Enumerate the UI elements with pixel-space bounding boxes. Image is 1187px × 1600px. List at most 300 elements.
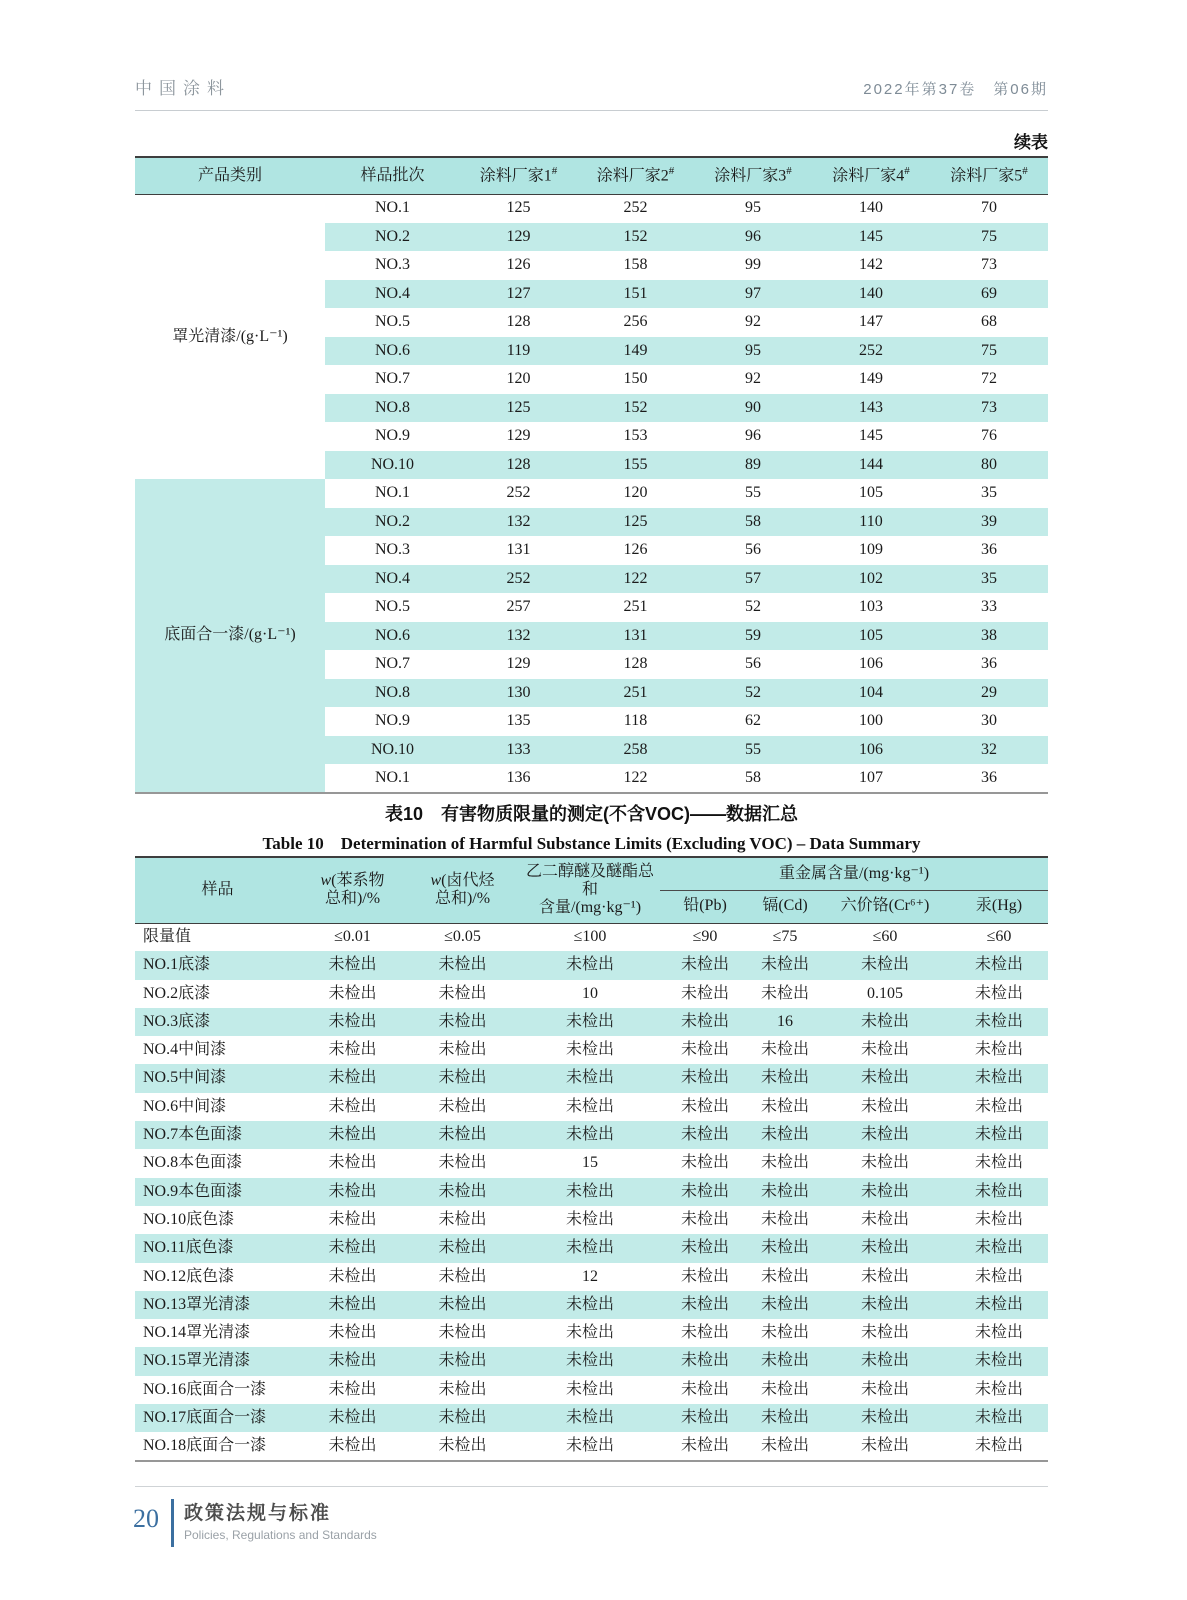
th-halogenated-total — [405, 857, 520, 923]
measurement-cell: 131 — [506, 541, 531, 559]
measurement-cell: 128 — [506, 455, 531, 473]
sample-batch-cell: NO.2 — [374, 227, 411, 245]
result-cell: 未检出 — [974, 956, 1023, 974]
result-cell: 未检出 — [438, 1295, 487, 1313]
result-cell: 未检出 — [328, 1380, 377, 1398]
result-cell: 未检出 — [974, 1239, 1023, 1257]
result-cell: 未检出 — [860, 1097, 909, 1115]
result-cell: 未检出 — [328, 1295, 377, 1313]
result-cell: 未检出 — [860, 1154, 909, 1172]
sample-batch-cell: NO.8 — [374, 683, 411, 701]
sample-label-cell: NO.14罩光清漆 — [143, 1324, 251, 1342]
table2-body — [135, 923, 1048, 1461]
th-heavy-metals-group — [660, 857, 1048, 890]
result-cell: 未检出 — [974, 1267, 1023, 1285]
measurement-cell: 58 — [745, 768, 761, 786]
table2-row — [135, 1404, 1048, 1432]
measurement-cell: 149 — [859, 370, 883, 388]
result-cell: 未检出 — [565, 1210, 614, 1228]
result-cell: 未检出 — [974, 1182, 1023, 1200]
result-cell: 未检出 — [860, 1409, 909, 1426]
measurement-cell: 128 — [506, 313, 531, 331]
footer-rule — [135, 1486, 1048, 1487]
measurement-cell: 126 — [623, 541, 648, 559]
th-halogen-line2: 总和)/% — [434, 890, 491, 908]
voc-continued-table — [135, 156, 1048, 794]
result-cell: ≤90 — [692, 928, 718, 946]
table2-row — [135, 1149, 1048, 1177]
table2-row — [135, 1263, 1048, 1291]
table2-row — [135, 1093, 1048, 1121]
table2-row — [135, 1178, 1048, 1206]
result-cell: 未检出 — [760, 1041, 809, 1059]
result-cell: 未检出 — [680, 1041, 729, 1059]
result-cell: 未检出 — [438, 956, 487, 974]
result-cell: 未检出 — [565, 1097, 614, 1115]
sample-batch-cell: NO.5 — [374, 313, 411, 331]
journal-name: 中国涂料 — [135, 79, 231, 98]
th-lead: 铅(Pb) — [683, 897, 727, 915]
table2-row — [135, 951, 1048, 979]
measurement-cell: 140 — [859, 284, 883, 302]
th-manufacturer-3-label: 涂料厂家3 — [714, 167, 787, 185]
table2-row — [135, 1008, 1048, 1036]
measurement-cell: 32 — [981, 740, 997, 758]
sample-batch-cell: NO.6 — [374, 341, 411, 359]
measurement-cell: 57 — [745, 569, 761, 587]
result-cell: 未检出 — [860, 1267, 909, 1285]
th-manufacturer-5-label: 涂料厂家5 — [950, 167, 1023, 185]
page-header — [135, 74, 1048, 99]
result-cell: 未检出 — [438, 1210, 487, 1228]
halogen-w-symbol: w — [430, 871, 442, 889]
result-cell: 未检出 — [438, 1267, 487, 1285]
measurement-cell: 97 — [745, 284, 761, 302]
result-cell: 未检出 — [860, 1210, 909, 1228]
sample-batch-cell: NO.2 — [374, 512, 411, 530]
sample-label-cell: NO.11底色漆 — [143, 1239, 234, 1257]
measurement-cell: 90 — [745, 398, 761, 416]
measurement-cell: 129 — [506, 655, 531, 673]
result-cell: ≤0.05 — [444, 928, 481, 946]
sample-label-cell: NO.7本色面漆 — [143, 1126, 243, 1144]
sample-label-cell: NO.17底面合一漆 — [143, 1409, 267, 1426]
measurement-cell: 125 — [506, 398, 531, 416]
result-cell: 未检出 — [438, 1436, 487, 1454]
benzene-line1-text: (苯系物 — [331, 871, 385, 889]
benzene-w-symbol: w — [320, 871, 332, 889]
product-category-cell: 罩光清漆/(g·L⁻¹) — [135, 194, 325, 479]
th-manufacturer-5-sup: # — [1022, 165, 1028, 178]
result-cell: 未检出 — [680, 1380, 729, 1398]
measurement-cell: 55 — [745, 484, 761, 502]
table2-row — [135, 1234, 1048, 1262]
result-cell: ≤60 — [986, 928, 1012, 946]
result-cell: 未检出 — [328, 956, 377, 974]
th-mercury: 汞(Hg) — [975, 897, 1023, 915]
measurement-cell: 59 — [745, 626, 761, 644]
measurement-cell: 70 — [981, 199, 997, 217]
result-cell: 未检出 — [328, 984, 377, 1002]
measurement-cell: 107 — [859, 768, 883, 786]
sample-label-cell: NO.1底漆 — [143, 956, 211, 974]
result-cell: 未检出 — [860, 1324, 909, 1342]
measurement-cell: 36 — [981, 541, 997, 559]
measurement-cell: 132 — [506, 626, 531, 644]
result-cell: ≤60 — [872, 928, 898, 946]
sample-batch-cell: NO.1 — [374, 768, 411, 786]
result-cell: 未检出 — [760, 1409, 809, 1426]
measurement-cell: 132 — [506, 512, 531, 530]
product-category-cell: 底面合一漆/(g·L⁻¹) — [135, 479, 325, 793]
measurement-cell: 100 — [859, 712, 883, 730]
result-cell: 未检出 — [328, 1324, 377, 1342]
header-rule — [135, 110, 1048, 111]
th-benzene-line2: 总和)/% — [324, 890, 381, 908]
table2-header-row-1 — [135, 857, 1048, 890]
measurement-cell: 55 — [745, 740, 761, 758]
result-cell: 未检出 — [760, 1295, 809, 1313]
th-manufacturer-1-sup: # — [551, 165, 558, 178]
result-cell: 未检出 — [760, 956, 809, 974]
measurement-cell: 118 — [623, 712, 648, 730]
measurement-cell: 103 — [859, 598, 883, 616]
measurement-cell: 127 — [506, 284, 531, 302]
th-cadmium: 镉(Cd) — [762, 897, 808, 915]
th-manufacturer-4-label: 涂料厂家4 — [832, 167, 905, 185]
result-cell: 未检出 — [680, 1210, 729, 1228]
page-footer — [133, 1496, 377, 1547]
result-cell: ≤100 — [573, 928, 607, 946]
sample-label-cell: NO.18底面合一漆 — [143, 1436, 267, 1454]
measurement-cell: 140 — [859, 199, 883, 217]
result-cell: 未检出 — [328, 1352, 377, 1370]
th-manufacturer-1 — [460, 157, 577, 194]
th-glycol-line2: 含量/(mg·kg⁻¹) — [538, 899, 642, 917]
measurement-cell: 143 — [859, 398, 883, 416]
result-cell: 未检出 — [438, 1154, 487, 1172]
measurement-cell: 128 — [623, 655, 648, 673]
result-cell: 0.105 — [867, 984, 903, 1002]
result-cell: 未检出 — [328, 1154, 377, 1172]
result-cell: 未检出 — [860, 1380, 909, 1398]
measurement-cell: 106 — [859, 655, 883, 673]
measurement-cell: 76 — [981, 427, 997, 445]
footer-section-zh: 政策法规与标准 — [184, 1503, 332, 1524]
result-cell: 未检出 — [680, 1324, 729, 1342]
sample-batch-cell: NO.4 — [374, 569, 411, 587]
result-cell: 未检出 — [680, 1154, 729, 1172]
measurement-cell: 75 — [981, 341, 997, 359]
th-benzene-total — [300, 857, 405, 923]
result-cell: 未检出 — [328, 1097, 377, 1115]
table10-caption-en: Table 10 Determination of Harmful Substance Limits (Excluding VOC) – Data Summary — [262, 834, 921, 853]
measurement-cell: 131 — [623, 626, 648, 644]
result-cell: 未检出 — [680, 1182, 729, 1200]
result-cell: 未检出 — [565, 1295, 614, 1313]
measurement-cell: 99 — [745, 256, 761, 274]
result-cell: 16 — [777, 1012, 793, 1030]
result-cell: 未检出 — [974, 1210, 1023, 1228]
measurement-cell: 52 — [745, 683, 761, 701]
result-cell: 未检出 — [680, 1239, 729, 1257]
footer-titles — [184, 1496, 377, 1542]
th-sample-label: 样品 — [201, 881, 234, 899]
result-cell: 未检出 — [974, 984, 1023, 1002]
result-cell: 未检出 — [974, 1352, 1023, 1370]
result-cell: 未检出 — [565, 1012, 614, 1030]
table2-row — [135, 1432, 1048, 1460]
measurement-cell: 145 — [859, 427, 883, 445]
result-cell: 未检出 — [438, 1069, 487, 1087]
measurement-cell: 133 — [506, 740, 531, 758]
result-cell: 未检出 — [438, 1324, 487, 1342]
result-cell: 未检出 — [974, 1409, 1023, 1426]
measurement-cell: 142 — [859, 256, 883, 274]
continued-table-label: 续表 — [1014, 133, 1048, 152]
result-cell: 未检出 — [438, 1126, 487, 1144]
result-cell: 未检出 — [680, 984, 729, 1002]
result-cell: 未检出 — [860, 1239, 909, 1257]
measurement-cell: 258 — [623, 740, 648, 758]
th-manufacturer-2-sup: # — [668, 165, 675, 178]
result-cell: 未检出 — [438, 984, 487, 1002]
measurement-cell: 252 — [506, 484, 531, 502]
result-cell: 未检出 — [760, 1126, 809, 1144]
sample-label-cell: 限量值 — [143, 928, 192, 946]
result-cell: 未检出 — [438, 1409, 487, 1426]
sample-label-cell: NO.13罩光清漆 — [143, 1295, 251, 1313]
table2-row — [135, 1347, 1048, 1375]
measurement-cell: 119 — [506, 341, 531, 359]
result-cell: 未检出 — [680, 1267, 729, 1285]
sample-label-cell: NO.2底漆 — [143, 984, 211, 1002]
sample-batch-cell: NO.10 — [370, 455, 415, 473]
result-cell: 未检出 — [565, 1041, 614, 1059]
measurement-cell: 252 — [506, 569, 531, 587]
measurement-cell: 104 — [859, 683, 883, 701]
measurement-cell: 106 — [859, 740, 883, 758]
result-cell: 未检出 — [438, 1239, 487, 1257]
sample-batch-cell: NO.4 — [374, 284, 411, 302]
measurement-cell: 92 — [745, 313, 761, 331]
result-cell: 未检出 — [438, 1380, 487, 1398]
th-manufacturer-3-sup: # — [786, 165, 792, 178]
measurement-cell: 126 — [506, 256, 531, 274]
measurement-cell: 125 — [623, 512, 648, 530]
th-manufacturer-2 — [577, 157, 694, 194]
measurement-cell: 52 — [745, 598, 761, 616]
result-cell: 未检出 — [860, 1069, 909, 1087]
table1-row — [135, 194, 1048, 223]
result-cell: 未检出 — [328, 1041, 377, 1059]
measurement-cell: 38 — [981, 626, 997, 644]
th-benzene-line1 — [320, 872, 384, 889]
result-cell: 未检出 — [565, 1069, 614, 1087]
table2-row — [135, 1064, 1048, 1092]
measurement-cell: 152 — [623, 398, 648, 416]
result-cell: 未检出 — [860, 1436, 909, 1454]
result-cell: 未检出 — [760, 1210, 809, 1228]
measurement-cell: 149 — [623, 341, 648, 359]
halogen-line1-text: (卤代烃 — [441, 871, 495, 889]
sample-batch-cell: NO.1 — [374, 484, 411, 502]
result-cell: 未检出 — [328, 1126, 377, 1144]
table2-row — [135, 1291, 1048, 1319]
table2-row — [135, 1121, 1048, 1149]
measurement-cell: 129 — [506, 427, 531, 445]
sample-batch-cell: NO.3 — [374, 256, 411, 274]
measurement-cell: 129 — [506, 227, 531, 245]
th-sample — [135, 857, 300, 923]
measurement-cell: 73 — [981, 398, 997, 416]
measurement-cell: 68 — [981, 313, 997, 331]
result-cell: 未检出 — [328, 1267, 377, 1285]
page-number: 20 — [133, 1504, 159, 1533]
measurement-cell: 105 — [859, 484, 883, 502]
result-cell: 未检出 — [860, 1012, 909, 1030]
sample-batch-cell: NO.3 — [374, 541, 411, 559]
result-cell: 未检出 — [680, 1409, 729, 1426]
table2-row — [135, 980, 1048, 1008]
measurement-cell: 56 — [745, 655, 761, 673]
result-cell: 未检出 — [680, 1436, 729, 1454]
result-cell: 未检出 — [860, 1126, 909, 1144]
result-cell: 未检出 — [328, 1012, 377, 1030]
measurement-cell: 150 — [623, 370, 648, 388]
result-cell: 未检出 — [760, 1182, 809, 1200]
measurement-cell: 136 — [506, 768, 531, 786]
sample-batch-cell: NO.5 — [374, 598, 411, 616]
footer-accent-bar — [171, 1499, 174, 1547]
measurement-cell: 58 — [745, 512, 761, 530]
sample-label-cell: NO.6中间漆 — [143, 1097, 227, 1115]
th-glycol-line1: 乙二醇醚及醚酯总和 — [525, 862, 654, 899]
sample-batch-cell: NO.9 — [374, 712, 411, 730]
th-glycol-ether-total — [520, 857, 660, 923]
result-cell: 未检出 — [974, 1126, 1023, 1144]
th-product-category-label: 产品类别 — [197, 166, 262, 184]
result-cell: 未检出 — [328, 1069, 377, 1087]
result-cell: 未检出 — [328, 1210, 377, 1228]
measurement-cell: 72 — [981, 370, 997, 388]
result-cell: 未检出 — [680, 956, 729, 974]
measurement-cell: 56 — [745, 541, 761, 559]
measurement-cell: 30 — [981, 712, 997, 730]
result-cell: 未检出 — [974, 1041, 1023, 1059]
result-cell: 未检出 — [680, 1097, 729, 1115]
measurement-cell: 147 — [859, 313, 883, 331]
table2-row — [135, 1376, 1048, 1404]
measurement-cell: 158 — [623, 256, 648, 274]
result-cell: 未检出 — [860, 1041, 909, 1059]
measurement-cell: 122 — [623, 569, 648, 587]
result-cell: 未检出 — [760, 1324, 809, 1342]
table1-header-row — [135, 157, 1048, 194]
sample-batch-cell: NO.8 — [374, 398, 411, 416]
sample-label-cell: NO.16底面合一漆 — [143, 1380, 267, 1398]
measurement-cell: 95 — [745, 199, 761, 217]
result-cell: 未检出 — [860, 1182, 909, 1200]
measurement-cell: 35 — [981, 569, 997, 587]
result-cell: 未检出 — [760, 1154, 809, 1172]
sample-label-cell: NO.9本色面漆 — [143, 1182, 243, 1200]
measurement-cell: 257 — [506, 598, 531, 616]
measurement-cell: 252 — [623, 199, 648, 217]
harmful-substance-table — [135, 856, 1048, 1462]
sample-label-cell: NO.10底色漆 — [143, 1210, 235, 1228]
measurement-cell: 125 — [506, 199, 531, 217]
result-cell: 未检出 — [438, 1097, 487, 1115]
result-cell: 未检出 — [565, 956, 614, 974]
measurement-cell: 144 — [859, 455, 883, 473]
result-cell: 12 — [582, 1267, 598, 1285]
measurement-cell: 153 — [623, 427, 648, 445]
result-cell: 未检出 — [680, 1352, 729, 1370]
table2-row — [135, 1206, 1048, 1234]
sample-batch-cell: NO.9 — [374, 427, 411, 445]
measurement-cell: 251 — [623, 683, 648, 701]
th-manufacturer-2-label: 涂料厂家2 — [596, 167, 669, 185]
table2-row — [135, 1319, 1048, 1347]
result-cell: 未检出 — [565, 1380, 614, 1398]
measurement-cell: 155 — [623, 455, 648, 473]
measurement-cell: 92 — [745, 370, 761, 388]
result-cell: 未检出 — [974, 1069, 1023, 1087]
measurement-cell: 95 — [745, 341, 761, 359]
result-cell: 未检出 — [760, 1352, 809, 1370]
measurement-cell: 62 — [745, 712, 761, 730]
result-cell: 未检出 — [860, 1352, 909, 1370]
table2-row — [135, 1036, 1048, 1064]
measurement-cell: 33 — [981, 598, 997, 616]
table1-body — [135, 194, 1048, 793]
th-manufacturer-5 — [930, 157, 1048, 194]
sample-label-cell: NO.12底色漆 — [143, 1267, 235, 1285]
result-cell: 未检出 — [328, 1239, 377, 1257]
measurement-cell: 110 — [859, 512, 883, 530]
result-cell: 未检出 — [438, 1182, 487, 1200]
result-cell: 未检出 — [680, 1295, 729, 1313]
measurement-cell: 102 — [859, 569, 883, 587]
measurement-cell: 75 — [981, 227, 997, 245]
measurement-cell: 69 — [981, 284, 997, 302]
measurement-cell: 80 — [981, 455, 997, 473]
footer-section-en: Policies, Regulations and Standards — [184, 1528, 377, 1542]
sample-label-cell: NO.5中间漆 — [143, 1069, 227, 1087]
measurement-cell: 109 — [859, 541, 883, 559]
table10-caption-zh: 表10 有害物质限量的测定(不含VOC)——数据汇总 — [384, 804, 798, 824]
table1-row — [135, 479, 1048, 508]
measurement-cell: 36 — [981, 768, 997, 786]
measurement-cell: 96 — [745, 227, 761, 245]
result-cell: 未检出 — [565, 1182, 614, 1200]
table1-header — [135, 157, 1048, 194]
result-cell: 未检出 — [860, 1295, 909, 1313]
result-cell: 未检出 — [974, 1012, 1023, 1030]
th-halogen-line1 — [430, 872, 494, 889]
result-cell: 未检出 — [974, 1324, 1023, 1342]
result-cell: 15 — [582, 1154, 598, 1172]
sample-label-cell: NO.15罩光清漆 — [143, 1352, 251, 1370]
sample-batch-cell: NO.10 — [370, 740, 415, 758]
result-cell: 未检出 — [974, 1380, 1023, 1398]
result-cell: 未检出 — [974, 1295, 1023, 1313]
result-cell: 未检出 — [760, 1436, 809, 1454]
result-cell: 未检出 — [680, 1069, 729, 1087]
result-cell: 未检出 — [565, 1324, 614, 1342]
sample-label-cell: NO.3底漆 — [143, 1012, 211, 1030]
